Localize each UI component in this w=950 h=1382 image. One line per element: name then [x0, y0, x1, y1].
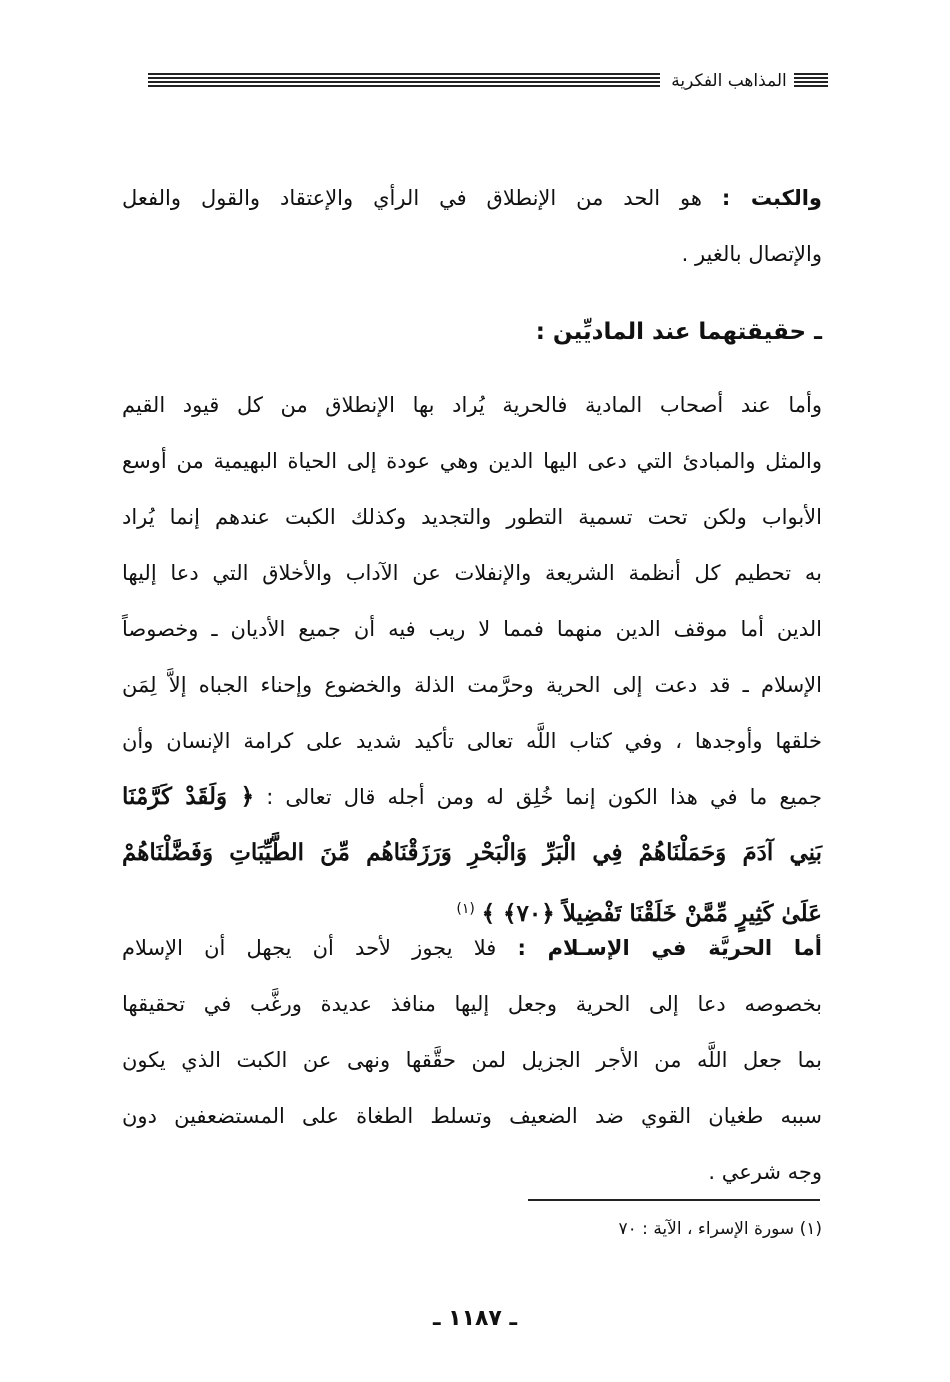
text-line: خلقها وأوجدها ، وفي كتاب اللَّه تعالى تأكيد شديد على كرامة الإنسان وأن — [122, 729, 822, 753]
text-line: جميع ما في هذا الكون إنما خُلِق له ومن أجله قال تعالى : ﴿ وَلَقَدْ كَرَّمْنَا — [122, 783, 822, 810]
text-line: والإتصال بالغير . — [681, 242, 822, 266]
text-line: وجه شرعي . — [708, 1160, 822, 1184]
header-rule-left — [148, 73, 660, 89]
text-line: الإسلام ـ قد دعت إلى الحرية وحرَّمت الذلة والخضوع وإحناء الجباه إلاَّ لِمَن — [122, 673, 822, 697]
text-line: وأما عند أصحاب المادية فالحرية يُراد بها الإنطلاق من كل قيود القيم — [122, 393, 822, 417]
text-line: الدين أما موقف الدين منهما فمما لا ريب فيه أن جميع الأديان ـ وخصوصاً — [122, 617, 822, 641]
paragraph-materialists — [122, 377, 822, 937]
quran-verse-start: ﴿ وَلَقَدْ كَرَّمْنَا — [122, 783, 255, 810]
term-freedom-islam: أما الحريَّة في الإسـلام : — [517, 936, 822, 960]
text-line: والكبت : هو الحد من الإنطلاق في الرأي والإعتقاد والقول والفعل — [122, 186, 822, 210]
header-rule-right — [794, 73, 828, 89]
text-line: بما جعل اللَّه من الأجر الجزيل لمن حقَّقها ونهى عن الكبت الذي يكون — [122, 1048, 822, 1072]
text-line: بخصوصه دعا إلى الحرية وجعل إليها منافذ عديدة ورغَّب في تحقيقها — [122, 992, 822, 1016]
header-title: المذاهب الفكرية — [671, 71, 787, 91]
page-number: ـ ١١٨٧ ـ — [432, 1306, 518, 1331]
paragraph-definition-kabt — [122, 170, 822, 282]
text-line: والمثل والمبادئ التي دعى اليها الدين وهي عودة إلى الحياة البهيمية من أوسع — [122, 449, 822, 473]
text-line: أما الحريَّة في الإسـلام : فلا يجوز لأحد أن يجهل أن الإسلام — [122, 936, 822, 960]
text-line: سببه طغيان القوي ضد الضعيف وتسلط الطغاة على المستضعفين دون — [122, 1104, 822, 1128]
running-header — [148, 66, 828, 96]
footnote-divider — [528, 1199, 820, 1201]
footnote: (١) سورة الإسراء ، الآية : ٧٠ — [618, 1219, 822, 1239]
quran-verse-end: عَلَىٰ كَثِيرٍ مِّمَّنْ خَلَقْنَا تَفْضِيلاً ﴿٧٠﴾ ﴾ — [481, 900, 822, 927]
quran-verse-line: بَنِي آدَمَ وَحَمَلْنَاهُمْ فِي الْبَرِّ وَالْبَحْرِ وَرَزَقْنَاهُم مِّنَ الطَّيِّبَاتِ وَفَضَّلْنَاهُمْ — [122, 839, 822, 866]
text-line: به تحطيم كل أنظمة الشريعة والإنفلات عن الآداب والأخلاق التي دعا إليها — [122, 561, 822, 585]
footnote-marker: (١) — [456, 901, 475, 917]
section-heading: ـ حقيقتهما عند الماديِّين : — [535, 319, 822, 345]
paragraph-freedom-islam — [122, 920, 822, 1200]
text-line: الأبواب ولكن تحت تسمية التطور والتجديد وكذلك الكبت عندهم إنما يُراد — [122, 505, 822, 529]
term-kabt: والكبت : — [721, 186, 822, 210]
